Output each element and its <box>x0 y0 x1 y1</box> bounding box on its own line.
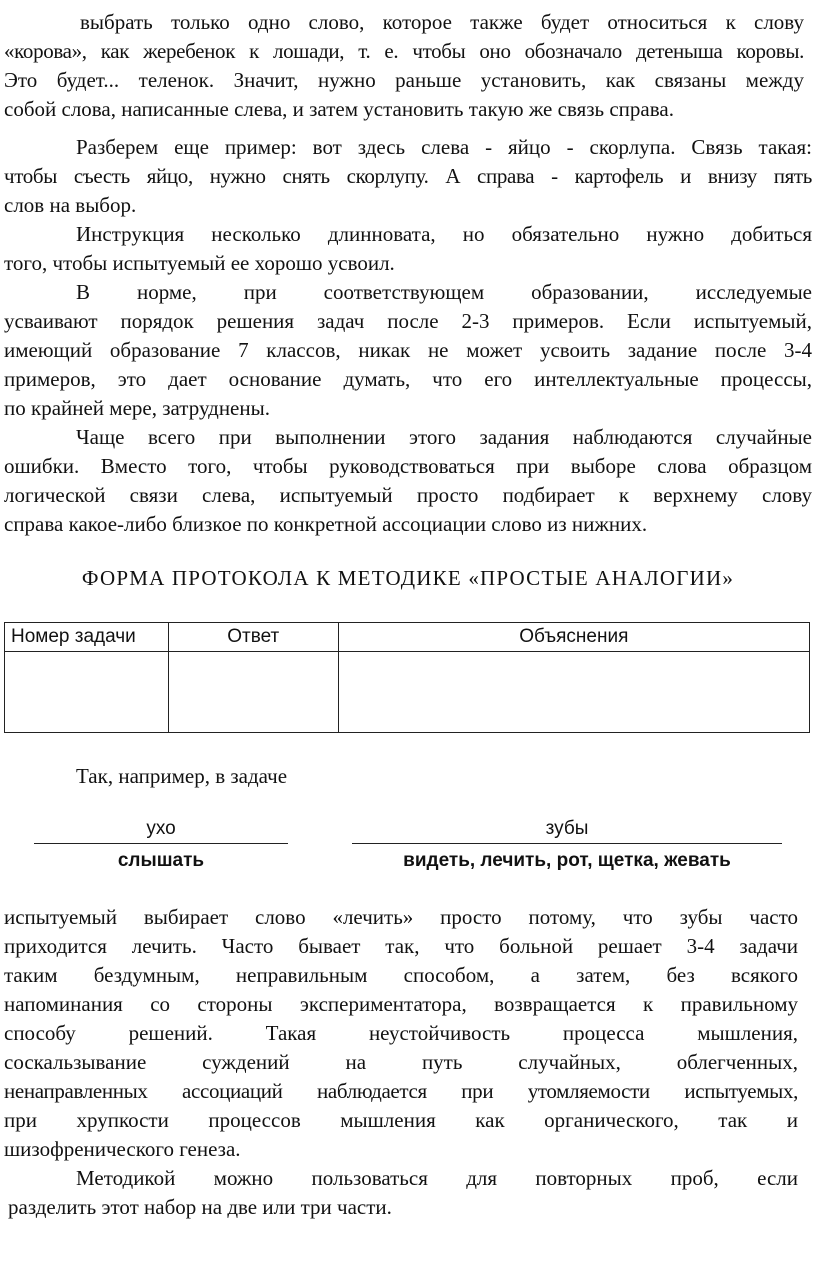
text-line: шизофренического генеза. <box>4 1137 241 1161</box>
column-header: Объяснения <box>338 623 809 652</box>
text-line: разделить этот набор на две или три части. <box>8 1195 392 1219</box>
text-line: способу решений. Такая неустойчивость процесса мышления, <box>4 1021 798 1045</box>
paragraph <box>4 762 812 791</box>
text-line: ошибки. Вместо того, чтобы руководствоваться при выборе слова образцом <box>4 454 812 478</box>
text-line: «корова», как жеребенок к лошади, т. е. чтобы оно обозначало детеныша коровы. <box>4 39 804 63</box>
section-heading: ФОРМА ПРОТОКОЛА К МЕТОДИКЕ «ПРОСТЫЕ АНАЛОГИИ» <box>81 566 735 590</box>
text-line: слов на выбор. <box>4 193 137 217</box>
table-cell <box>168 652 338 733</box>
text-line: напоминания со стороны экспериментатора, возвращается к правильному <box>4 992 798 1016</box>
text-line: усваивают порядок решения задач после 2-3 примеров. Если испытуемый, <box>4 309 812 333</box>
text-line: приходится лечить. Часто бывает так, что больной решает 3-4 задачи <box>4 934 798 958</box>
paragraph <box>4 220 812 278</box>
paragraph <box>4 1164 798 1222</box>
table-header-row <box>5 623 810 652</box>
text-line: Разберем еще пример: вот здесь слева - яйцо - скорлупа. Связь такая: <box>76 135 812 159</box>
analogy-top-word: зубы <box>352 818 782 844</box>
text-line: при хрупкости процессов мышления как органического, так и <box>4 1108 798 1132</box>
text-line: Методикой можно пользоваться для повторных проб, если <box>76 1166 798 1190</box>
text-line: Это будет... теленок. Значит, нужно раньше установить, как связаны между <box>4 68 804 92</box>
table-cell <box>338 652 809 733</box>
text-line: выбрать только одно слово, которое также будет относиться к слову <box>80 10 804 34</box>
text-line: того, чтобы испытуемый ее хорошо усвоил. <box>4 251 395 275</box>
text-line: таким бездумным, неправильным способом, а затем, без всякого <box>4 963 798 987</box>
analogy-options: видеть, лечить, рот, щетка, жевать <box>403 850 731 871</box>
text-line: справа какое-либо близкое по конкретной ассоциации слово из нижних. <box>4 512 648 536</box>
text-line: по крайней мере, затруднены. <box>4 396 270 420</box>
column-header: Номер задачи <box>5 623 169 652</box>
text-line: В норме, при соответствующем образовании, исследуемые <box>76 280 812 304</box>
text-line: логической связи слева, испытуемый просто подбирает к верхнему слову <box>4 483 812 507</box>
text-line: ненаправленных ассоциаций наблюдается при утомляемости испытуемых, <box>4 1079 798 1103</box>
analogy-left-pair <box>34 818 288 872</box>
protocol-table <box>4 622 810 733</box>
text-line: испытуемый выбирает слово «лечить» просто потому, что зубы часто <box>4 905 798 929</box>
paragraph <box>4 278 812 423</box>
table-cell <box>5 652 169 733</box>
analogy-bottom-word: слышать <box>117 850 205 871</box>
text-line: Так, например, в задаче <box>76 764 288 788</box>
text-line: соскальзывание суждений на путь случайных, облегченных, <box>4 1050 798 1074</box>
text-line: Инструкция несколько длинновата, но обязательно нужно добиться <box>76 222 812 246</box>
paragraph <box>4 8 804 124</box>
paragraph <box>4 423 812 539</box>
paragraph <box>4 903 798 1164</box>
table-row <box>5 652 810 733</box>
analogy-right-pair <box>352 818 782 872</box>
text-line: Чаще всего при выполнении этого задания наблюдаются случайные <box>76 425 812 449</box>
text-line: собой слова, написанные слева, и затем установить такую же связь справа. <box>4 97 674 121</box>
column-header: Ответ <box>168 623 338 652</box>
paragraph <box>4 133 812 220</box>
text-line: чтобы съесть яйцо, нужно снять скорлупу. А справа - картофель и внизу пять <box>4 164 812 188</box>
analogy-top-word: ухо <box>34 818 288 844</box>
text-line: примеров, это дает основание думать, что его интеллектуальные процессы, <box>4 367 812 391</box>
text-line: имеющий образование 7 классов, никак не может усвоить задание после 3-4 <box>4 338 812 362</box>
